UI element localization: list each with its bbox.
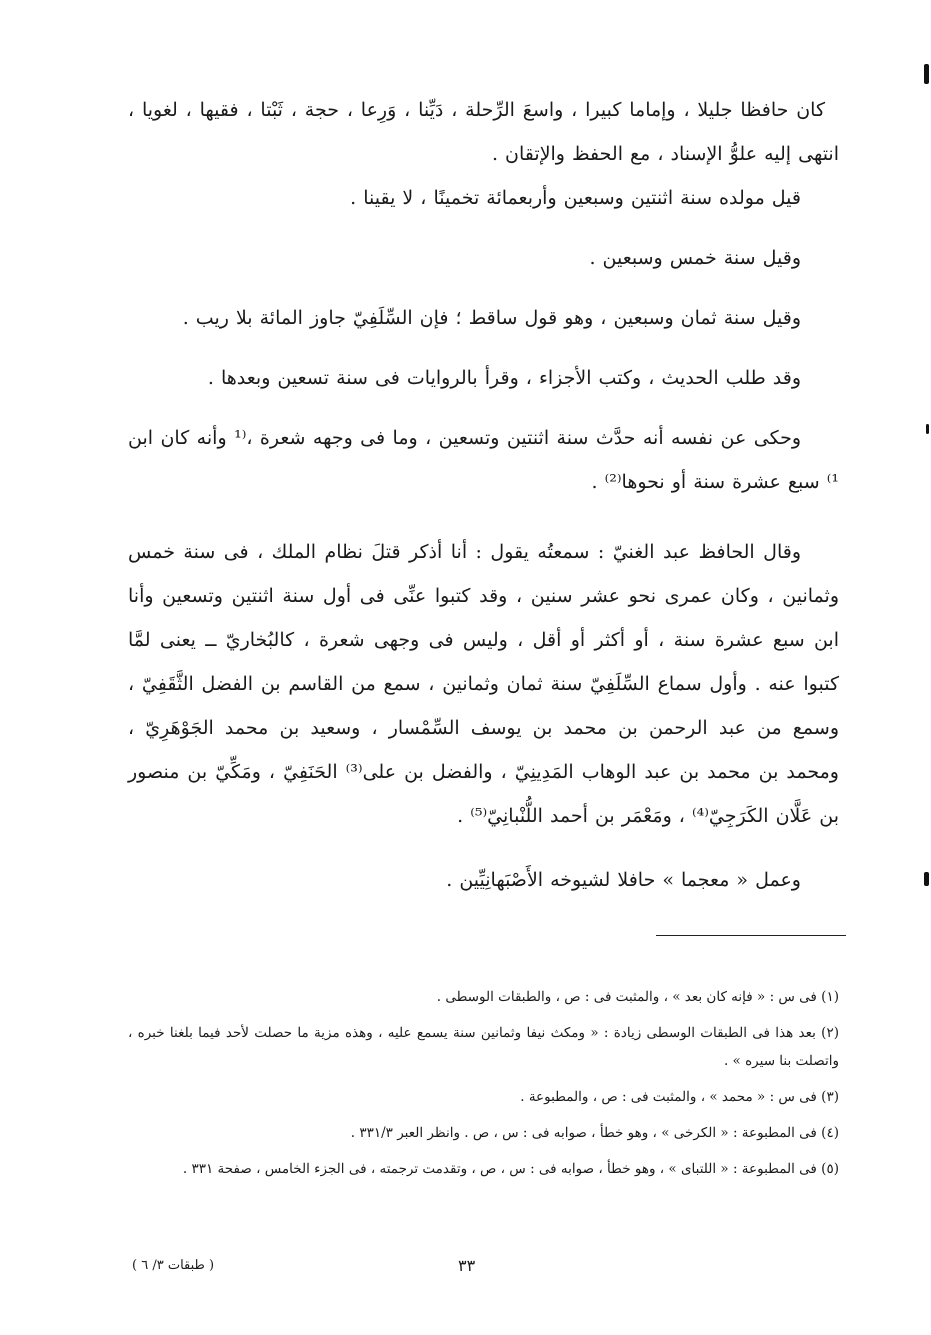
paragraph-4: وقيل سنة ثمان وسبعين ، وهو قول ساقط ؛ فإن السِّلَفِيّ جاوز المائة بلا ريب . <box>182 307 801 329</box>
footnote-1: (١) فى س : « فإنه كان بعد » ، والمثبت فى : ص ، والطبقات الوسطى . <box>436 989 839 1005</box>
margin-mark-top <box>924 64 929 84</box>
footnote-2: (٢) بعد هذا فى الطبقات الوسطى زيادة : « ومكث نيفا وثمانين سنة يسمع عليه ، وهذه مزية ما حصلت لأحد فيما بلغنا خبره ، واتصلت بنا سيره » . <box>128 1025 839 1069</box>
footnotes <box>128 983 839 1191</box>
paragraph-5: وقد طلب الحديث ، وكتب الأجزاء ، وقرأ بالروايات فى سنة تسعين وبعدها . <box>207 367 801 389</box>
printer-signature: ( طبقات ٣/ ٦ ) <box>132 1258 215 1273</box>
paragraph-3: وقيل سنة خمس وسبعين . <box>589 247 801 269</box>
paragraph-6: وحكى عن نفسه أنه حدَّث سنة اثنتين وتسعين ، وما فى وجهه شعرة ،⁽¹ وأنه كان ابن ¹⁾ سبع عشرة سنة أو نحوها⁽²⁾ . <box>128 427 839 493</box>
paragraph-7: وقال الحافظ عبد الغنيّ : سمعتُه يقول : أنا أذكر قتلَ نظام الملك ، فى سنة خمس وثمانين ، وكان عمرى نحو عشر سنين ، وقد كتبوا عنِّى فى أول سنة اثنتين وتسعين وأنا ابن سبع عشرة سنة ، أو أكثر أو أقل ، وليس فى وجهى شعرة ، كالبُخاريّ ــ يعنى لمَّا كتبوا عنه . وأول سماع السِّلَفِيّ سنة ثمان وثمانين ، سمع من القاسم بن الفضل الثَّقَفِيّ ، وسمع من عبد الرحمن بن محمد بن يوسف السِّمْسار ، وسعيد بن محمد الجَوْهَرِيّ ، ومحمد بن محمد بن عبد الوهاب المَدِينِيّ ، والفضل بن على⁽³⁾ الحَنَفِيّ ، ومَكِّيّ بن منصور بن عَلَّان الكَرَجِيّ⁽⁴⁾ ، ومَعْمَر بن أحمد اللُّنْبانِيّ⁽⁵⁾ . <box>128 541 839 827</box>
paragraph-1: كان حافظا جليلا ، وإماما كبيرا ، واسعَ الرِّحلة ، دَيِّنا ، وَرِعا ، حجة ، ثَبْتا ، فقيها ، لغويا ، انتهى إليه علوُّ الإسناد ، مع الحفظ والإتقان . <box>128 99 839 165</box>
page-number: ٣٣ <box>458 1256 476 1275</box>
footnote-5: (٥) فى المطبوعة : « اللتباى » ، وهو خطأ ، صوابه فى : س ، ص ، وتقدمت ترجمته ، فى الجزء الخامس ، صفحة ٣٣١ . <box>182 1161 839 1177</box>
paragraph-2: قيل مولده سنة اثنتين وسبعين وأربعمائة تخمينًا ، لا يقينا . <box>350 187 801 209</box>
footnote-3: (٣) فى س : « محمد » ، والمثبت فى : ص ، والمطبوعة . <box>520 1089 839 1105</box>
margin-mark-middle <box>926 424 929 434</box>
footnote-4: (٤) فى المطبوعة : « الكرخى » ، وهو خطأ ، صوابه فى : س ، ص . وانظر العبر ٣٣١/٣ . <box>350 1125 839 1141</box>
footnote-separator <box>656 935 846 936</box>
paragraph-8: وعمل « معجما » حافلا لشيوخه الأَصْبَهانِيِّين . <box>446 869 801 891</box>
margin-mark-bottom <box>924 872 929 886</box>
main-text <box>128 88 839 902</box>
